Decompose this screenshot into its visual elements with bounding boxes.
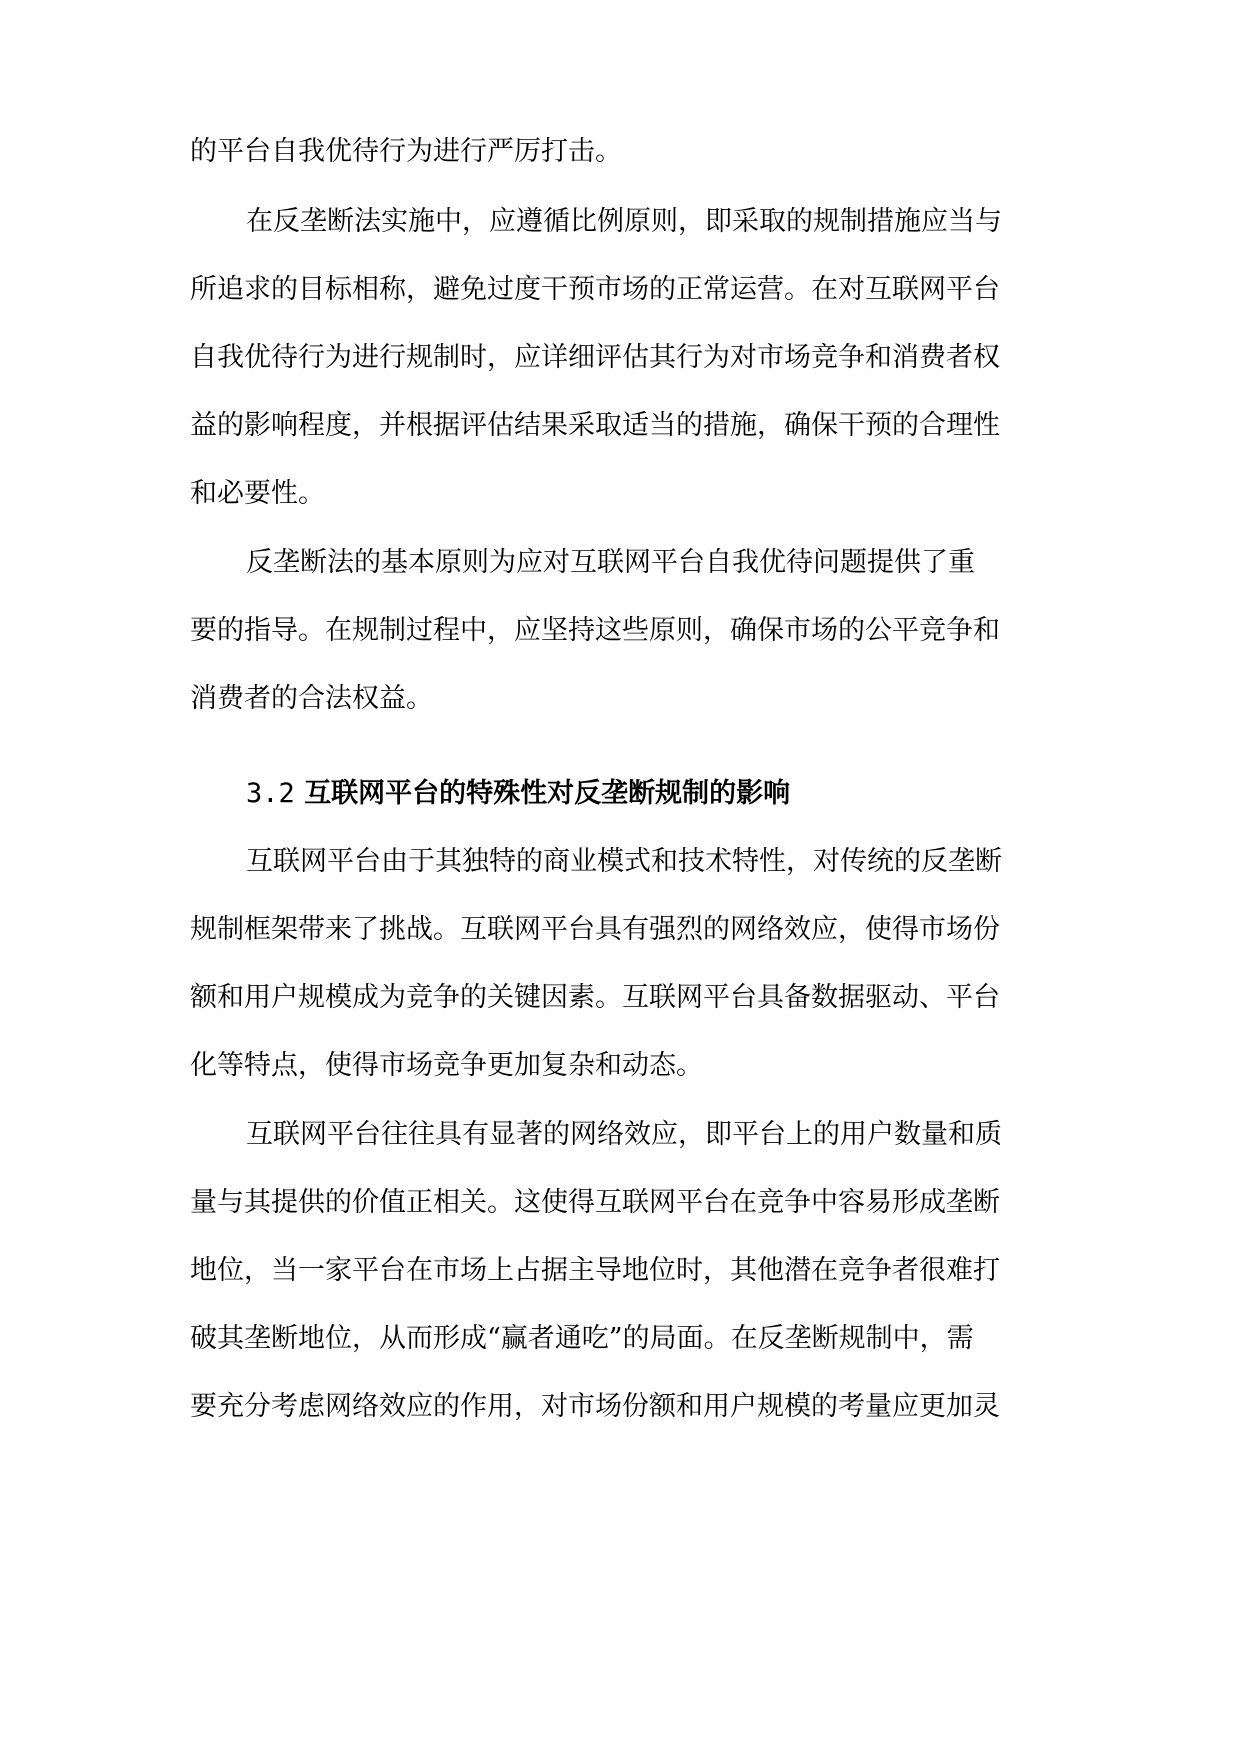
paragraph-line: 破其垄断地位，从而形成“赢者通吃”的局面。在反垄断规制中，需 [190, 1323, 974, 1354]
paragraph-line: 量与其提供的价值正相关。这使得互联网平台在竞争中容易形成垄断 [190, 1187, 1000, 1218]
paragraph-line: 要的指导。在规制过程中，应坚持这些原则，确保市场的公平竞争和 [190, 615, 1000, 646]
section-title: 互联网平台的特殊性对反垄断规制的影响 [304, 778, 791, 809]
paragraph-line: 所追求的目标相称，避免过度干预市场的正常运营。在对互联网平台 [190, 274, 1000, 305]
paragraph-line: 互联网平台由于其独特的商业模式和技术特性，对传统的反垄断 [246, 846, 1002, 877]
paragraph-line: 互联网平台往往具有显著的网络效应，即平台上的用户数量和质 [246, 1119, 1002, 1150]
paragraph-line: 要充分考虑网络效应的作用，对市场份额和用户规模的考量应更加灵 [190, 1391, 1000, 1422]
paragraph-line: 额和用户规模成为竞争的关键因素。互联网平台具备数据驱动、平台 [190, 982, 1000, 1013]
paragraph-line: 反垄断法的基本原则为应对互联网平台自我优待问题提供了重 [246, 547, 975, 578]
paragraph-line: 的平台自我优待行为进行严厉打击。 [190, 136, 622, 167]
paragraph-line: 化等特点，使得市场竞争更加复杂和动态。 [190, 1050, 703, 1081]
paragraph-line: 在反垄断法实施中，应遵循比例原则，即采取的规制措施应当与 [246, 206, 1002, 237]
paragraph-line: 地位，当一家平台在市场上占据主导地位时，其他潜在竞争者很难打 [190, 1255, 1000, 1286]
section-heading [246, 774, 790, 814]
paragraph-line: 益的影响程度，并根据评估结果采取适当的措施，确保干预的合理性 [190, 410, 1000, 441]
paragraph-line: 和必要性。 [190, 478, 325, 509]
section-number: 3.2 [246, 778, 295, 809]
paragraph-line: 规制框架带来了挑战。互联网平台具有强烈的网络效应，使得市场份 [190, 914, 1000, 945]
paragraph-line: 自我优待行为进行规制时，应详细评估其行为对市场竞争和消费者权 [190, 342, 1000, 373]
paragraph-line: 消费者的合法权益。 [190, 683, 433, 714]
